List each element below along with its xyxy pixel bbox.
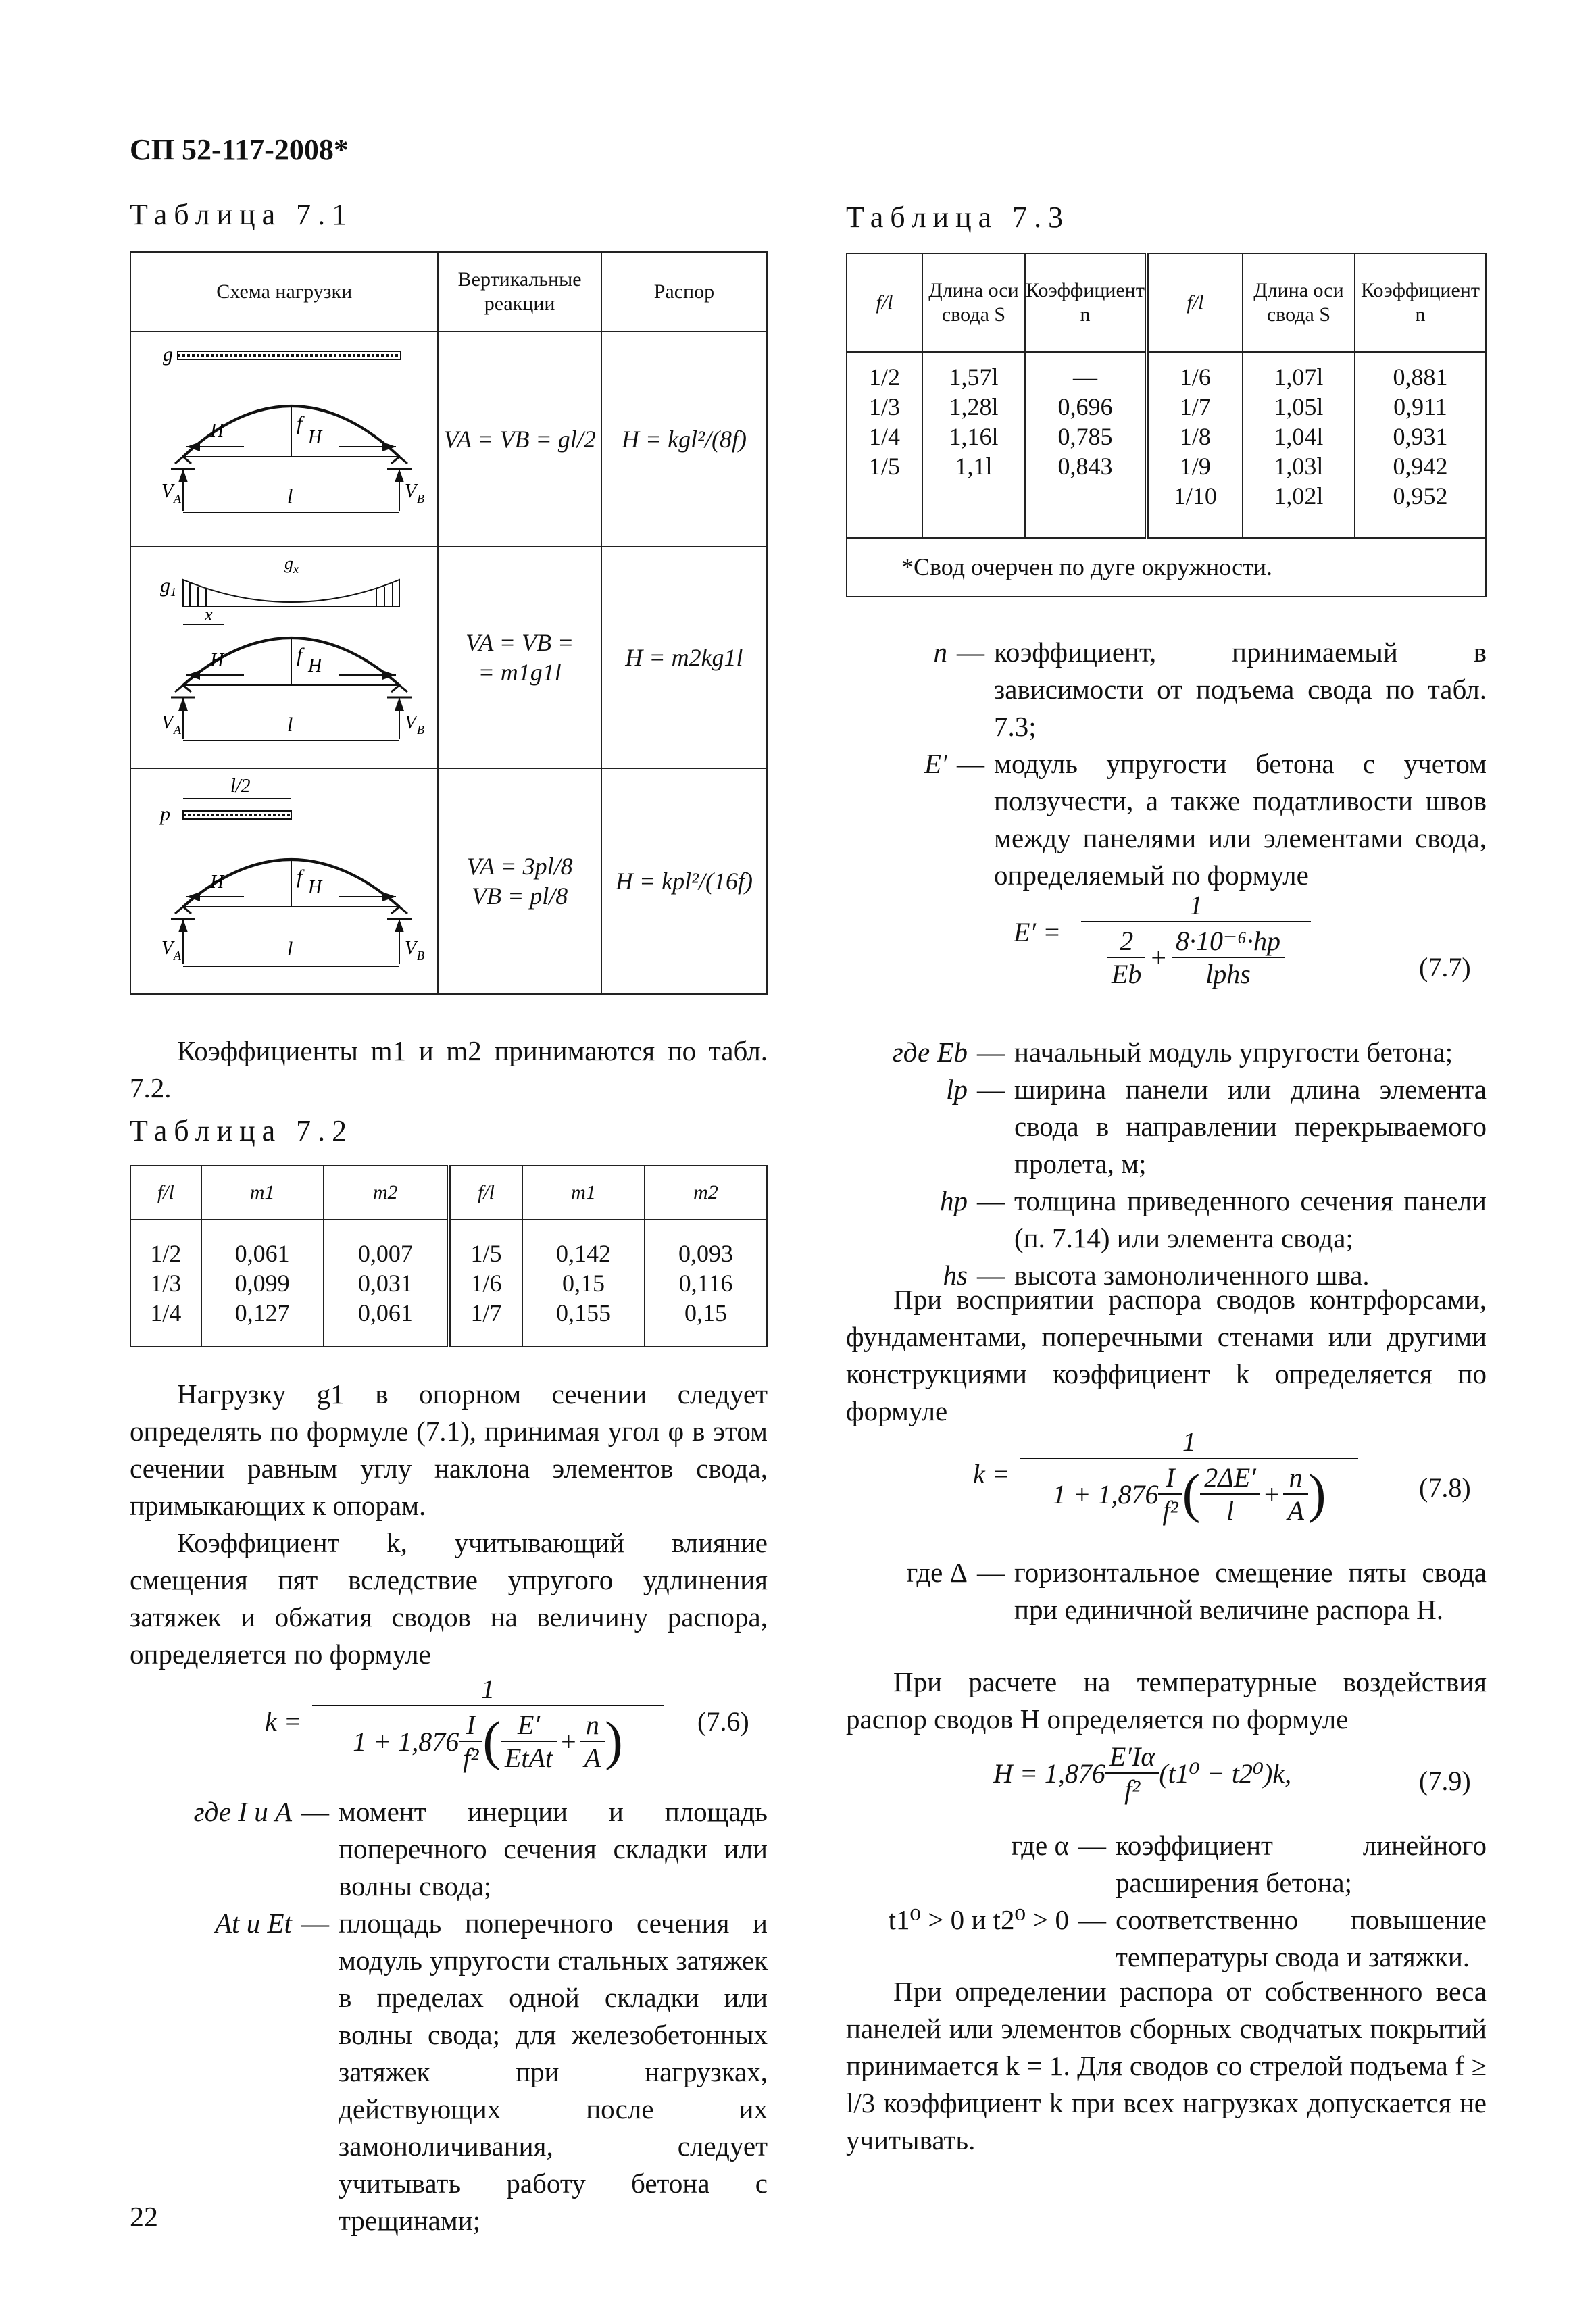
t73-cell: 0,911 xyxy=(1393,393,1447,420)
t72-h-m1b: m1 xyxy=(522,1166,645,1220)
t71-scheme-3 xyxy=(130,768,438,994)
t71-reactions-2 xyxy=(438,547,601,768)
t73-cell: 1,57l xyxy=(949,363,999,391)
def-term: n xyxy=(933,637,947,668)
def-term: где Δ xyxy=(906,1557,968,1588)
t73-h-s2: Длина оси свода S xyxy=(1243,253,1355,352)
def-row: где α — коэффициент линейного расширения бетона; xyxy=(846,1827,1487,1901)
t73-cell: 1/3 xyxy=(868,393,900,420)
svg-text:H: H xyxy=(307,655,322,676)
t72-h-fl2: f/l xyxy=(449,1166,522,1220)
svg-text:B: B xyxy=(416,722,424,737)
t71-reactions-1-line1: VA = VB = gl/2 xyxy=(443,426,596,453)
f76-fnum: I xyxy=(459,1709,482,1742)
t73-cell: 1/9 xyxy=(1179,452,1211,480)
t73-cell: 1,16l xyxy=(949,422,999,450)
t71-thrust-2: H = m2kg1l xyxy=(601,547,767,768)
t73-h-fl2: f/l xyxy=(1147,253,1243,352)
defs-7-8 xyxy=(846,1554,1487,1628)
document-code: СП 52-117-2008* xyxy=(130,133,349,166)
t73-cell: 1/7 xyxy=(1179,393,1211,420)
table-7-3-caption: Таблица 7.3 xyxy=(846,201,1070,234)
svg-text:H: H xyxy=(209,871,224,893)
f76-lhs: k = xyxy=(265,1706,302,1737)
def-term: At и Et xyxy=(215,1908,292,1939)
t73-cell: 1/2 xyxy=(868,363,900,391)
formula-7-8: k = 1 1 + 1,876 $\frac{I}{\text{f²}}$ ( $\frac{2\Delta E'}{l}$ + $\frac{n}{A}$ ) (7.8) xyxy=(973,1426,1471,1526)
def-term: где I и A xyxy=(193,1796,292,1827)
t73-cell: 1/4 xyxy=(868,422,900,450)
def-desc: коэффициент, принимаемый в зависимости от подъема свода по табл. 7.3; xyxy=(994,637,1487,742)
f79-lhs: H = 1,876 xyxy=(993,1758,1105,1789)
def-desc: модуль упругости бетона с учетом ползучести, а также податливости швов между панелями или элементами свода, определяемый по формуле xyxy=(994,748,1487,891)
t72-h-m2a: m2 xyxy=(324,1166,449,1220)
f77-num: 1 xyxy=(1081,889,1311,922)
page-number: 22 xyxy=(130,2202,158,2233)
t71-reactions-3 xyxy=(438,768,601,994)
def-term: lp xyxy=(946,1074,968,1105)
f77-aden: Eb xyxy=(1111,959,1142,989)
t72-cell: 0,155 xyxy=(556,1299,612,1326)
f79-rest: (t1⁰ − t2⁰)k, xyxy=(1159,1758,1292,1789)
t72-cell: 0,116 xyxy=(678,1270,733,1297)
f78-num: 1 xyxy=(1020,1426,1358,1459)
formula-7-9 xyxy=(993,1741,1487,1828)
para-temperature: При расчете на температурные воздействия распор сводов H определяется по формуле xyxy=(846,1666,1487,1735)
t73-h-fl1: f/l xyxy=(847,253,922,352)
svg-text:g1: $g_1$ xyxy=(159,574,176,599)
para-self-weight: При определении распора от собственного веса панелей или элементов сборных сводчатых покрытий принимается k = 1. Для сводов со стрелой подъема f ≥ l/3 коэффициент k при всех нагрузках допускается не учитывать. xyxy=(846,1976,1487,2156)
def-desc: коэффициент линейного расширения бетона; xyxy=(1116,1830,1487,1898)
label-g: g xyxy=(162,343,173,366)
svg-text:V: V xyxy=(404,480,416,502)
svg-text:H: H xyxy=(209,649,224,671)
formula-7-7: E′ = 1 $\frac{2}{Eb}$ + $\frac{\text{8·10⁻⁶·hp}}{\text{lphs}}$ (7.7) xyxy=(1014,890,1471,989)
t72-cell: 1/2 xyxy=(150,1240,182,1267)
svg-text:A: A xyxy=(173,491,181,505)
def-row: E′ — модуль упругости бетона с учетом ползучести, а также податливости швов между панелями или элементами свода, определяемый по формуле xyxy=(846,745,1487,894)
def-desc: высота замоноличенного шва. xyxy=(1014,1260,1370,1291)
para-g1-load: Нагрузку g1 в опорном сечении следует определять по формуле (7.1), принимая угол φ в этом сечении равным углу наклона элементов свода, примыкающих к опорам. xyxy=(130,1378,768,1521)
def-desc: соответственно повышение температуры свода и затяжки. xyxy=(1116,1904,1487,1972)
t71-header-scheme: Схема нагрузки xyxy=(130,252,438,332)
def-term: hp xyxy=(940,1185,968,1216)
para-contrforce: При восприятии распора сводов контрфорсами, фундаментами, поперечными стенами или другими конструкциями коэффициент k определяется по формуле xyxy=(846,1284,1487,1426)
svg-text:f: f xyxy=(296,865,303,888)
t72-cell: 1/4 xyxy=(150,1299,182,1326)
f78-fden: f² xyxy=(1162,1495,1178,1526)
svg-text:B: B xyxy=(416,948,424,962)
f78-t2den: A xyxy=(1287,1495,1304,1526)
t73-cell: 1/6 xyxy=(1179,363,1211,391)
def-row: где I и A — момент инерции и площадь поперечного сечения складки или волны свода; xyxy=(130,1793,768,1905)
svg-text:V: V xyxy=(161,712,173,733)
t73-cell: 1/5 xyxy=(868,452,900,480)
t73-h-s1: Длина оси свода S xyxy=(922,253,1025,352)
t72-cell: 0,15 xyxy=(562,1270,605,1297)
svg-text:A: A xyxy=(173,948,181,962)
def-term: E′ xyxy=(924,748,947,779)
arch-diagram-uniform-load xyxy=(136,335,433,538)
svg-text:H: H xyxy=(307,426,322,448)
para-coefficients-m: Коэффициенты m1 и m2 принимаются по табл. 7.2. xyxy=(130,1035,768,1103)
t73-cell: 1,28l xyxy=(949,393,999,420)
f77-number: (7.7) xyxy=(1419,952,1471,982)
table-7-2-caption: Таблица 7.2 xyxy=(130,1114,354,1147)
svg-text:A: A xyxy=(173,722,181,737)
def-desc: ширина панели или длина элемента свода в направлении перекрываемого пролета, м; xyxy=(1014,1074,1487,1179)
t72-h-m1a: m1 xyxy=(201,1166,324,1220)
t73-note: *Свод очерчен по дуге окружности. xyxy=(847,538,1486,597)
def-row: At и Et — площадь поперечного сечения и модуль упругости стальных затяжек в пределах одной складки или волны свода; для железобетонных затяжек при нагрузках, действующих после их замоноличивания, следует учитывать работу бетона с трещинами; xyxy=(130,1905,768,2239)
f78-fnum: I xyxy=(1158,1462,1182,1495)
f76-number: (7.6) xyxy=(697,1706,749,1737)
f78-lhs: k = xyxy=(973,1459,1010,1489)
t73-cell: 0,785 xyxy=(1057,422,1113,450)
t73-cell: 0,931 xyxy=(1393,422,1448,450)
svg-text:p: p xyxy=(159,802,170,825)
svg-text:V: V xyxy=(404,937,416,959)
def-desc: площадь поперечного сечения и модуль упругости стальных затяжек в пределах одной складки или волны свода; для железобетонных затяжек при нагрузках, действующих после их замоноличивания, следует учитывать работу бетона с трещинами; xyxy=(339,1908,768,2236)
arch-diagram-variable-load xyxy=(136,550,433,760)
f76-t1num: E′ xyxy=(501,1709,557,1742)
svg-text:l: l xyxy=(286,937,293,960)
t71-header-reactions: Вертикальные реакции xyxy=(438,252,601,332)
svg-text:V: V xyxy=(404,712,416,733)
defs-n-e xyxy=(846,634,1487,894)
def-term: t1⁰ > 0 и t2⁰ > 0 xyxy=(888,1904,1069,1935)
svg-text:l: l xyxy=(286,713,293,736)
def-term: где Eb xyxy=(892,1037,968,1068)
arch-diagram-half-load xyxy=(136,772,433,985)
f78-t1num: 2ΔE′ xyxy=(1200,1462,1260,1495)
t72-h-m2b: m2 xyxy=(645,1166,767,1220)
t71-header-thrust: Распор xyxy=(601,252,767,332)
t71-reactions-3-line2: VB = pl/8 xyxy=(471,882,568,910)
svg-text:H: H xyxy=(307,876,322,898)
t73-cell: 0,843 xyxy=(1057,452,1113,480)
def-row: hs — высота замоноличенного шва. xyxy=(832,1257,1487,1294)
svg-text:V: V xyxy=(161,937,173,959)
defs-7-7 xyxy=(832,1034,1487,1294)
t72-cell: 1/3 xyxy=(150,1270,182,1297)
t72-cell: 0,031 xyxy=(357,1270,413,1297)
t73-cell: 1,07l xyxy=(1274,363,1324,391)
f76-t2den: A xyxy=(584,1743,601,1773)
table-7-1 xyxy=(130,251,768,995)
f77-lhs: E′ = xyxy=(1014,917,1062,947)
def-row: hp — толщина приведенного сечения панели (п. 7.14) или элемента свода; xyxy=(832,1183,1487,1257)
svg-text:l/2: l/2 xyxy=(230,775,251,797)
f76-t2num: n xyxy=(580,1709,605,1742)
defs-7-6 xyxy=(130,1793,768,2239)
t72-cell: 0,15 xyxy=(684,1299,727,1326)
t73-cell: 1,03l xyxy=(1274,452,1324,480)
t73-cell: 1,04l xyxy=(1274,422,1324,450)
f78-pre: 1 + 1,876 xyxy=(1052,1478,1159,1510)
f76-pre: 1 + 1,876 xyxy=(353,1726,459,1757)
f79-number: (7.9) xyxy=(1419,1766,1471,1796)
defs-7-9 xyxy=(846,1827,1487,1976)
def-row: где Eb — начальный модуль упругости бетона; xyxy=(832,1034,1487,1071)
t71-scheme-1 xyxy=(130,332,438,547)
svg-text:f: f xyxy=(296,643,303,666)
def-desc: толщина приведенного сечения панели (п. 7.14) или элемента свода; xyxy=(1014,1185,1487,1253)
svg-text:gx: $g_x$ xyxy=(284,553,299,576)
t71-reactions-3-line1: VA = 3pl/8 xyxy=(466,853,573,880)
table-7-1-caption: Таблица 7.1 xyxy=(130,198,354,231)
def-term: hs xyxy=(943,1260,968,1291)
f76-t1den: EtAt xyxy=(505,1743,553,1773)
f78-number: (7.8) xyxy=(1419,1472,1471,1503)
f79-fnum: E′Iα xyxy=(1105,1741,1159,1774)
def-row: n — коэффициент, принимаемый в зависимости от подъема свода по табл. 7.3; xyxy=(846,634,1487,745)
f76-fden: f² xyxy=(463,1743,479,1773)
t72-cell: 0,093 xyxy=(678,1240,733,1267)
t71-thrust-3: H = kpl²/(16f) xyxy=(601,768,767,994)
svg-text:f: f xyxy=(296,412,303,434)
t72-cell: 1/7 xyxy=(470,1299,502,1326)
f79-fden: f² xyxy=(1124,1774,1141,1805)
f76-num: 1 xyxy=(312,1673,664,1706)
formula-7-6: k = 1 1 + 1,876 $\frac{I}{\text{f²}}$ ( $\frac{E'}{\text{EtAt}}$ + $\frac{n}{A}$ ) (7.6) xyxy=(265,1674,749,1773)
t73-h-n2: Коэффициент n xyxy=(1355,253,1486,352)
def-row: t1⁰ > 0 и t2⁰ > 0 — соответственно повышение температуры свода и затяжки. xyxy=(846,1901,1487,1976)
t72-cell: 0,007 xyxy=(357,1240,413,1267)
def-term: где α xyxy=(1011,1830,1069,1861)
f77-bnum: 8·10⁻⁶·hp xyxy=(1172,925,1285,958)
t71-scheme-2 xyxy=(130,547,438,768)
t72-cell: 1/5 xyxy=(470,1240,502,1267)
t72-cell: 0,127 xyxy=(234,1299,290,1326)
t73-cell: 0,696 xyxy=(1057,393,1113,420)
table-7-3 xyxy=(846,253,1487,597)
t71-thrust-1: H = kgl²/(8f) xyxy=(601,332,767,547)
f78-t1den: l xyxy=(1226,1495,1235,1526)
t72-cell: 0,099 xyxy=(234,1270,290,1297)
t72-cell: 0,061 xyxy=(234,1240,290,1267)
t73-h-n1: Коэффициент n xyxy=(1025,253,1147,352)
t72-h-fl1: f/l xyxy=(130,1166,201,1220)
svg-text:V: V xyxy=(161,480,173,502)
t73-cell: 0,952 xyxy=(1393,482,1448,509)
t73-cell: 0,881 xyxy=(1393,363,1448,391)
t73-cell: — xyxy=(1072,363,1097,391)
t73-cell: 1/10 xyxy=(1173,482,1217,509)
t72-cell: 0,142 xyxy=(556,1240,612,1267)
svg-text:x: x xyxy=(204,604,213,624)
t73-cell: 1,02l xyxy=(1274,482,1324,509)
t71-reactions-2-line2: = m1g1l xyxy=(478,659,562,686)
t72-cell: 1/6 xyxy=(470,1270,502,1297)
table-7-2 xyxy=(130,1165,768,1347)
t73-cell: 0,942 xyxy=(1393,452,1448,480)
para-coefficient-k: Коэффициент k, учитывающий влияние смещения пят вследствие упругого удлинения затяжек и обжатия сводов на величину распора, определяется по формуле xyxy=(130,1527,768,1670)
t73-cell: 1/8 xyxy=(1179,422,1211,450)
t73-cell: 1,05l xyxy=(1274,393,1324,420)
t71-reactions-1 xyxy=(438,332,601,547)
def-row: где Δ — горизонтальное смещение пяты свода при единичной величине распора H. xyxy=(846,1554,1487,1628)
f77-anum: 2 xyxy=(1107,925,1145,958)
t72-cell: 0,061 xyxy=(357,1299,413,1326)
svg-text:l: l xyxy=(286,484,293,507)
def-desc: начальный модуль упругости бетона; xyxy=(1014,1037,1453,1068)
def-desc: момент инерции и площадь поперечного сечения складки или волны свода; xyxy=(339,1796,768,1901)
t71-reactions-2-line1: VA = VB = xyxy=(466,629,574,656)
svg-text:B: B xyxy=(416,491,424,505)
t73-cell: 1,1l xyxy=(955,452,993,480)
f77-bden: lphs xyxy=(1205,959,1251,989)
f78-t2num: n xyxy=(1283,1462,1307,1495)
def-desc: горизонтальное смещение пяты свода при единичной величине распора H. xyxy=(1014,1557,1487,1625)
def-row: lp — ширина панели или длина элемента свода в направлении перекрываемого пролета, м; xyxy=(832,1071,1487,1183)
svg-text:H: H xyxy=(209,420,224,441)
